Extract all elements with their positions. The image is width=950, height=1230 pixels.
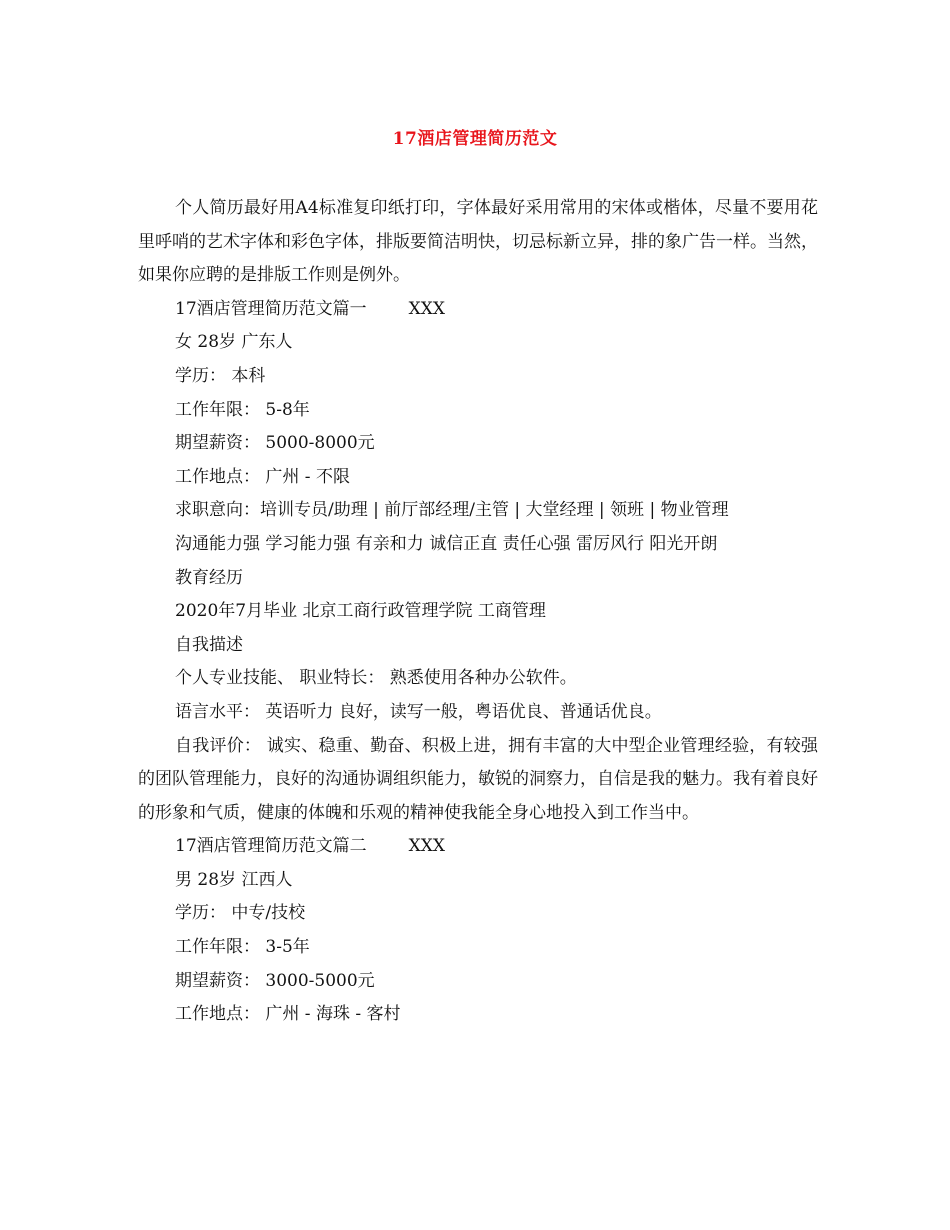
document-title: 17酒店管理简历范文 xyxy=(392,129,558,149)
resume1-self-heading: 自我描述 xyxy=(175,634,243,655)
resume2-heading-line xyxy=(138,830,818,864)
resume1-evaluation: 自我评价： 诚实、稳重、勤奋、积极上进，拥有丰富的大中型企业管理经验，有较强的团队管理能力，良好的沟通协调组织能力，敏锐的洞察力，自信是我的魅力。我有着良好的形象和气质，健康的体魄和乐观的精神使我能全身心地投入到工作当中。 xyxy=(138,735,818,823)
resume1-education-entry: 2020年7月毕业 北京工商行政管理学院 工商管理 xyxy=(175,601,546,622)
resume1-skills: 个人专业技能、 职业特长： 熟悉使用各种办公软件。 xyxy=(175,668,577,689)
intro-paragraph: 个人简历最好用A4标准复印纸打印，字体最好采用常用的宋体或楷体，尽量不要用花里呼哨的艺术字体和彩色字体，排版要简洁明快，切忌标新立异，排的象广告一样。当然，如果你应聘的是排版工作则是例外。 xyxy=(138,198,818,286)
resume2-location: 工作地点： 广州 - 海珠 - 客村 xyxy=(175,1004,401,1025)
resume1-traits: 沟通能力强 学习能力强 有亲和力 诚信正直 责任心强 雷厉风行 阳光开朗 xyxy=(175,533,718,554)
resume1-basic: 女 28岁 广东人 xyxy=(175,332,293,353)
resume2-years: 工作年限： 3-5年 xyxy=(175,937,310,958)
resume1-salary: 期望薪资： 5000-8000元 xyxy=(175,433,375,454)
resume1-name: XXX xyxy=(408,298,445,319)
resume1-location: 工作地点： 广州 - 不限 xyxy=(175,466,350,487)
resume1-education: 学历： 本科 xyxy=(175,365,266,386)
resume2-heading: 17酒店管理简历范文篇二 xyxy=(175,836,367,857)
resume2-basic: 男 28岁 江西人 xyxy=(175,869,293,890)
resume2-name: XXX xyxy=(408,836,445,857)
resume1-years: 工作年限： 5-8年 xyxy=(175,399,310,420)
resume1-language: 语言水平： 英语听力 良好，读写一般，粤语优良、普通话优良。 xyxy=(175,701,662,722)
resume2-education: 学历： 中专/技校 xyxy=(175,903,306,924)
resume1-education-heading: 教育经历 xyxy=(175,567,243,588)
resume1-intent: 求职意向：培训专员/助理 | 前厅部经理/主管 | 大堂经理 | 领班 | 物业管理 xyxy=(175,500,729,521)
resume2-salary: 期望薪资： 3000-5000元 xyxy=(175,970,375,991)
document-body xyxy=(138,192,818,1032)
resume1-heading-line xyxy=(138,293,818,327)
resume1-heading: 17酒店管理简历范文篇一 xyxy=(175,298,367,319)
